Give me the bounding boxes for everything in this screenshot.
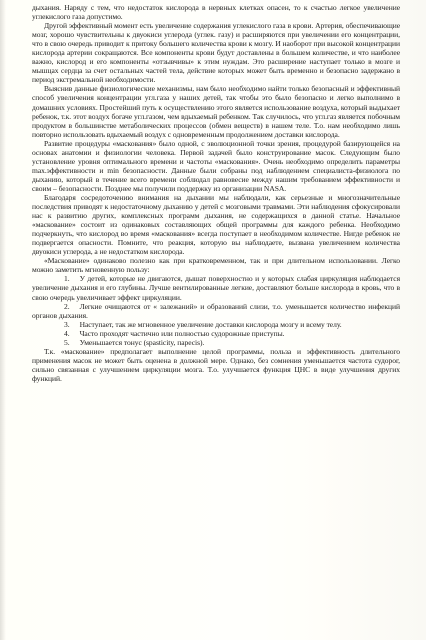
paragraph-2: Другой эффективный момент есть увеличение содержания углекислого газа в крови. Артерия, обеспечивающие мозг, хорошо чувствительны к двуокиси углерода (углек. газу) и расширяются при увеличении его концентрации, что в свою очередь приводит к притоку большего количества крови к мозгу. И наоборот при высокой концентрации кислорода артерии сокращаются. Все компоненты крови будут доставлены в большем количестве, и что наиболее важно, кислород и его компоненты «отзывчивы» к этим нуждам. Это расширение наступает только в мозге и мышцах сердца за счет остальных частей тела, действие которых может быть временно и безопасно задержано в период экстремальной необходимости. bbox=[32, 21, 400, 85]
paragraph-3: Выяснив данные физиологические механизмы, нам было необходимо найти только безопасный и эффективный способ увеличения концентрации угл.газа у наших детей, так чтобы это было безопасно и легко выполнимо в домашних условиях. Простейший путь к осуществлению этого является использование воздуха, который выдыхает ребенок, т.к. этот воздух богаче угл.газом, чем вдыхаемый ребенком. Так случилось, что угл.газ является побочным продуктом в большинстве метаболических процессов (обмен веществ) в нашем теле. Т.о. нам необходимо лишь повторно использовать вдыхаемый воздух с одновременным продолжением доставки кислорода. bbox=[32, 84, 400, 139]
list-item-text: Наступает, так же мгновенное увеличение доставки кислорода мозгу и всему телу. bbox=[79, 319, 342, 329]
list-item-number: 1. bbox=[64, 274, 70, 284]
list-item-number: 4. bbox=[64, 328, 70, 338]
list-item bbox=[32, 320, 400, 329]
paragraph-1: дыхания. Наряду с тем, что недостаток кислорода в нервных клетках опасен, то к счастью легкое увеличение углекислого газа допустимо. bbox=[32, 3, 400, 22]
benefits-list bbox=[32, 274, 400, 346]
list-item-text: Часто проходят частично или полностью судорожные приступы. bbox=[79, 328, 285, 338]
closing-paragraph: Т.к. «маскование» предполагает выполнение целой программы, польза и эффективность длительного применения масок не может быть оценена в должной мере. Однако, без сомнения уменьшается частота судорог, сильно связанная с улучшением циркуляции мозга. Т.о. улучшается функция ЦНС в виде улучшения других функций. bbox=[32, 346, 400, 383]
list-item-text: Легкие очищаются от « залежаний» и образований слизи, т.о. уменьшается количество инфекций органов дыхания. bbox=[32, 301, 400, 320]
paragraph-6: «Маскование» одинаково полезно как при кратковременном, так и при длительном использовании. Легко можно заметить мгновенную пользу: bbox=[32, 256, 400, 275]
list-item-text: У детей, которые не двигаются, дышат поверхностно и у которых слабая циркуляция наблюдается увеличение дыхания и его глубины. Лучше вентилированные легкие, доставляют больше кислорода в кровь, что в свою очередь увеличивает эффект циркуляции. bbox=[32, 274, 400, 302]
list-item bbox=[32, 302, 400, 320]
list-item bbox=[32, 338, 400, 347]
list-item-number: 3. bbox=[64, 319, 70, 329]
paragraph-4: Развитие процедуры «маскования» было одной, с эволюционной точки зрения, процедурой базирующейся на основах анатомии и физиологии человека. Первой задачей было конструирование масок. Следующим было установление уровня оптимального времени и частоты «маскования». Очень необходимо определить параметры max.эффективности и min безопасности. Данные были собраны под наблюдением специалиста-физиолога по дыханию, который в течение всего времени соблюдал равновесие между нашим требованием эффективности и своим – безопасности. Позднее мы получили поддержку из организации NASA. bbox=[32, 138, 400, 193]
list-item bbox=[32, 274, 400, 301]
paragraph-5: Благодаря сосредоточению внимания на дыхании мы наблюдали, как серьезные и многозначительные последствия приводят к недостаточному дыханию у детей с мозговыми травмами. Эти наблюдения сфокусировали нас к развитию других, комплексных программ дыхания, не содержащихся в данной статье. Начальное «маскование» состоит из одинаковых составляющих общей программы для каждого ребенка. Необходимо подчеркнуть, что кислород во время «маскования» всегда поступает в необходимом количестве. Нигде ребенок не подвергается опасности. Помните, что реакция, которую вы наблюдаете, вызвана увеличением количества двуокиси углерода, а не недостатком кислорода. bbox=[32, 192, 400, 257]
list-item-number: 2. bbox=[64, 301, 70, 311]
list-item-text: Уменьшается тонус (spasticity, паресis). bbox=[79, 337, 205, 347]
list-item bbox=[32, 329, 400, 338]
list-item-number: 5. bbox=[64, 337, 70, 347]
